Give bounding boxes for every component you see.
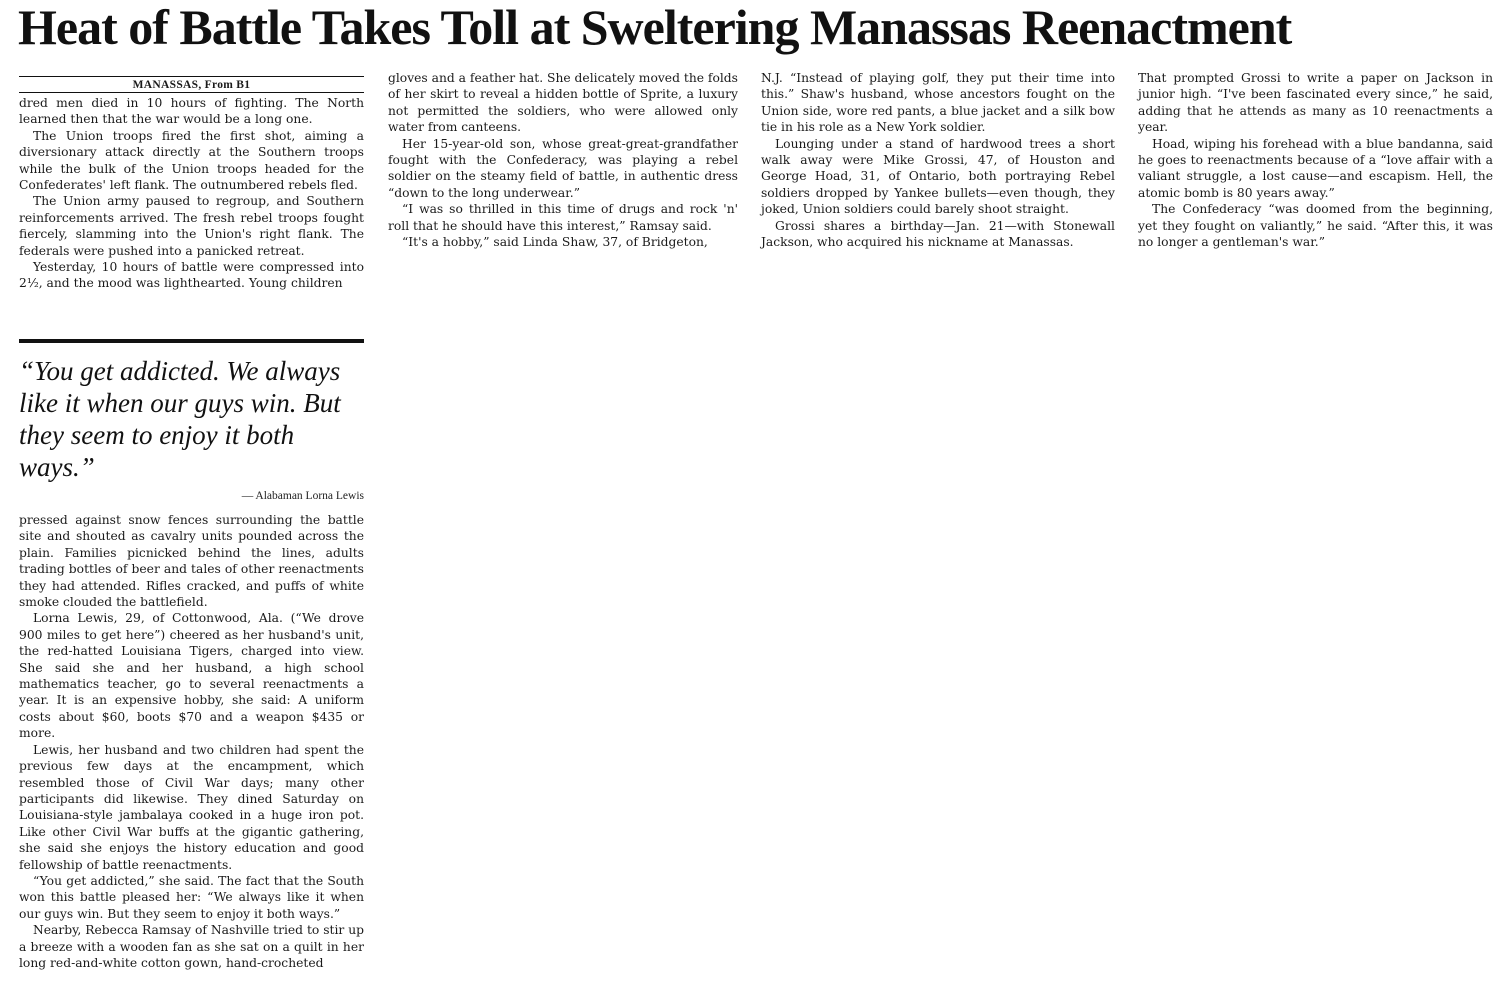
paragraph: Hoad, wiping his forehead with a blue bandanna, said he goes to reenactments because of a “love affair with a valiant struggle, a lost cause—and escapism. Hell, the atomic bomb is 80 years away.” — [1138, 136, 1493, 200]
paragraph: Lounging under a stand of hardwood trees a short walk away were Mike Grossi, 47, of Houston and George Hoad, 31, of Ontario, both portraying Rebel soldiers dropped by Yankee bullets—even though, they joked, Union soldiers could barely shoot straight. — [761, 136, 1115, 217]
paragraph: Lewis, her husband and two children had spent the previous few days at the encampment, which resembled those of Civil War days; many other participants did likewise. They dined Saturday on Louisiana-style jambalaya cooked in a huge iron pot. Like other Civil War buffs at the gigantic gathering, she said she enjoys the history education and good fellowship of battle reenactments. — [19, 742, 364, 872]
jump-line: MANASSAS, From B1 — [19, 76, 364, 93]
headline: Heat of Battle Takes Toll at Sweltering Manassas Reenactment — [18, 0, 1292, 55]
pull-quote-text: “You get addicted. We always like it when our guys win. But they seem to enjoy it both ways.” — [19, 356, 341, 482]
pull-quote-attribution: — Alabaman Lorna Lewis — [241, 490, 364, 502]
paragraph: “It's a hobby,” said Linda Shaw, 37, of Bridgeton, — [402, 235, 708, 250]
article-column-1-continued — [19, 512, 364, 971]
paragraph: The Union troops fired the first shot, aiming a diversionary attack directly at the Southern troops while the bulk of the Union troops headed for the Confederates' left flank. The outnumbered rebels fled. — [19, 128, 364, 193]
paragraph: dred men died in 10 hours of fighting. The North learned then that the war would be a long one. — [19, 96, 364, 127]
pull-quote — [19, 339, 364, 503]
article-column-2 — [388, 70, 738, 250]
article-column-4 — [1138, 70, 1493, 250]
paragraph: Nearby, Rebecca Ramsay of Nashville tried to stir up a breeze with a wooden fan as she sat on a quilt in her long red-and-white cotton gown, hand-crocheted — [19, 923, 364, 970]
paragraph: Her 15-year-old son, whose great-great-grandfather fought with the Confederacy, was playing a rebel soldier on the steamy field of battle, in authentic dress “down to the long underwear.” — [388, 136, 738, 200]
paragraph: Yesterday, 10 hours of battle were compressed into 2½, and the mood was lighthearted. Young children — [19, 260, 364, 291]
paragraph: That prompted Grossi to write a paper on Jackson in junior high. “I've been fascinated every since,” he said, adding that he attends as many as 10 reenactments a year. — [1138, 71, 1493, 135]
paragraph: “You get addicted,” she said. The fact that the South won this battle pleased her: “We always like it when our guys win. But they seem to enjoy it both ways.” — [19, 873, 364, 921]
paragraph: The Union army paused to regroup, and Southern reinforcements arrived. The fresh rebel troops fought fiercely, slamming into the Union's right flank. The federals were pushed into a panicked retreat. — [19, 194, 364, 258]
paragraph: N.J. “Instead of playing golf, they put their time into this.” Shaw's husband, whose ancestors fought on the Union side, wore red pants, a blue jacket and a silk bow tie in his role as a New York soldier. — [761, 71, 1115, 135]
paragraph: Lorna Lewis, 29, of Cottonwood, Ala. (“We drove 900 miles to get here”) cheered as her husband's unit, the red-hatted Louisiana Tigers, charged into view. She said she and her husband, a high school mathematics teacher, go to several reenactments a year. It is an expensive hobby, she said: A uniform costs about $60, boots $70 and a weapon $435 or more. — [19, 611, 364, 741]
paragraph: The Confederacy “was doomed from the beginning, yet they fought on valiantly,” he said. “After this, it was no longer a gentleman's war.” — [1138, 202, 1493, 250]
paragraph: “I was so thrilled in this time of drugs and rock 'n' roll that he should have this interest,” Ramsay said. — [388, 202, 738, 233]
paragraph: gloves and a feather hat. She delicately moved the folds of her skirt to reveal a hidden bottle of Sprite, a luxury not permitted the soldiers, who were allowed only water from canteens. — [388, 71, 738, 135]
article-column-1 — [19, 76, 364, 292]
article-column-3 — [761, 70, 1115, 250]
paragraph: pressed against snow fences surrounding the battle site and shouted as cavalry units pounded across the plain. Families picnicked behind the lines, adults trading bottles of beer and tales of other reenactments they had attended. Rifles cracked, and puffs of white smoke clouded the battlefield. — [19, 513, 364, 610]
paragraph: Grossi shares a birthday—Jan. 21—with Stonewall Jackson, who acquired his nickname at Manassas. — [761, 218, 1115, 250]
